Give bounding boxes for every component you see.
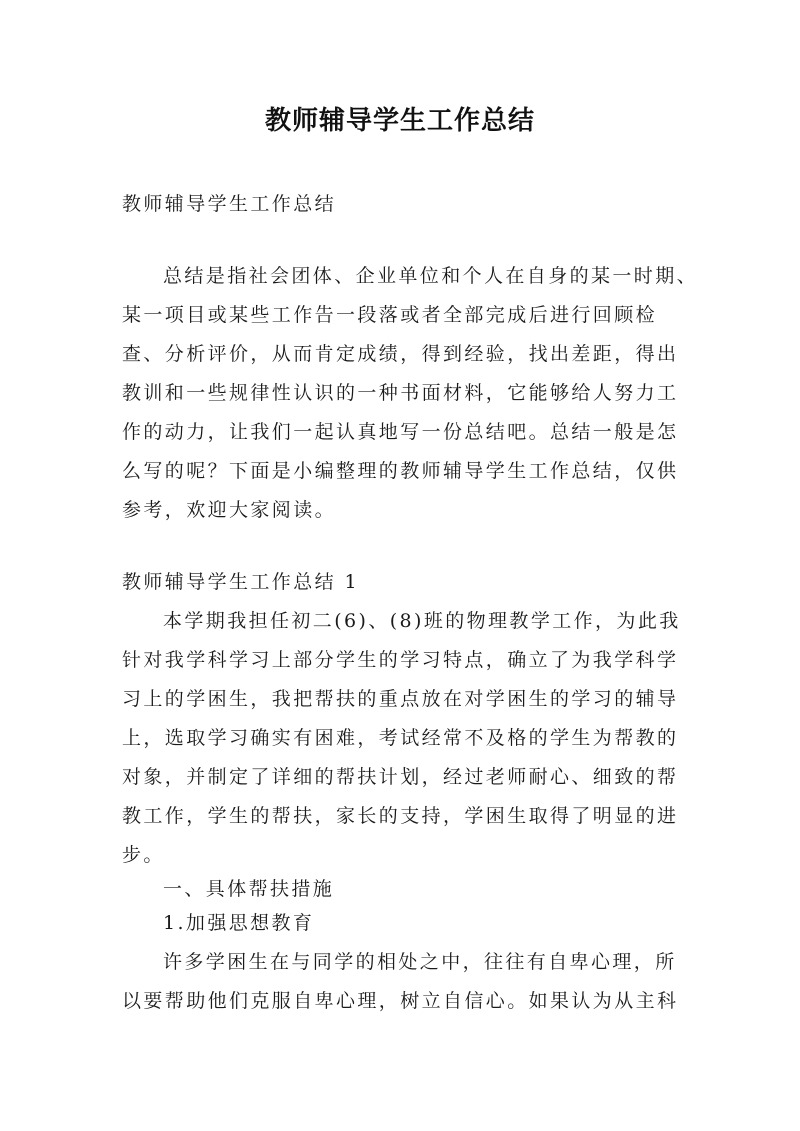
document-title: 教师辅导学生工作总结 <box>264 106 535 136</box>
intro-line: 参考，欢迎大家阅读。 <box>122 499 337 521</box>
intro-line: 作的动力，让我们一起认真地写一份总结吧。总结一般是怎 <box>122 421 679 443</box>
section1-line: 针对我学科学习上部分学生的学习特点，确立了为我学科学 <box>122 649 679 671</box>
intro-line: 查、分析评价，从而肯定成绩，得到经验，找出差距，得出 <box>122 343 679 365</box>
section1-line: 对象，并制定了详细的帮扶计划，经过老师耐心、细致的帮 <box>122 766 679 788</box>
document-subtitle: 教师辅导学生工作总结 <box>122 193 337 215</box>
section1-line: 上，选取学习确实有困难，考试经常不及格的学生为帮教的 <box>122 727 679 749</box>
intro-line: 教训和一些规律性认识的一种书面材料，它能够给人努力工 <box>122 382 679 404</box>
section-heading: 教师辅导学生工作总结 1 <box>122 571 359 593</box>
section1-line: 教工作，学生的帮扶，家长的支持，学困生取得了明显的进 <box>122 805 679 827</box>
section2-line: 许多学困生在与同学的相处之中，往往有自卑心理，所 <box>163 951 677 973</box>
intro-line: 某一项目或某些工作告一段落或者全部完成后进行回顾检 <box>122 304 658 326</box>
intro-line: 总结是指社会团体、企业单位和个人在自身的某一时期、 <box>163 265 699 287</box>
subheading-measures: 一、具体帮扶措施 <box>163 878 335 900</box>
subheading-thought-education: 1.加强思想教育 <box>163 912 315 934</box>
section2-line: 以要帮助他们克服自卑心理，树立自信心。如果认为从主科 <box>122 990 679 1012</box>
section1-line: 步。 <box>122 844 165 866</box>
section1-line: 习上的学困生，我把帮扶的重点放在对学困生的学习的辅导 <box>122 688 679 710</box>
intro-line: 么写的呢？下面是小编整理的教师辅导学生工作总结，仅供 <box>122 460 679 482</box>
section1-line: 本学期我担任初二(6)、(8)班的物理教学工作，为此我 <box>163 610 681 632</box>
